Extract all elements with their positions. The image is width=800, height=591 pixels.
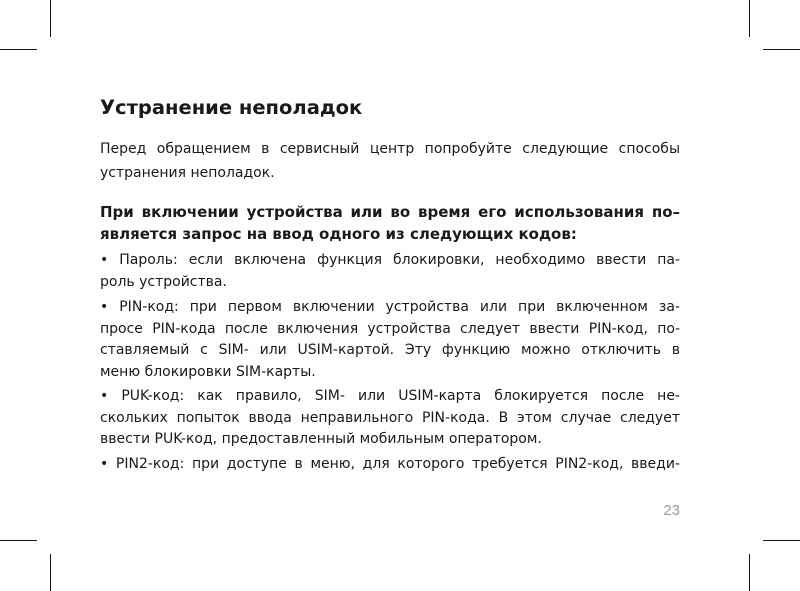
subheading-line-2: является запрос на ввод одного из следующих кодов:: [100, 225, 577, 243]
crop-mark-top-right-vertical: [749, 0, 750, 37]
crop-mark-top-left-vertical: [50, 0, 51, 37]
subheading-line-1: При включении устройства или во время его использования по–: [100, 203, 680, 221]
list-item-pin2-line-1: • PIN2-код: при доступе в меню, для которого требуется PIN2-код, введи-: [100, 456, 680, 472]
page-number: 23: [663, 502, 680, 519]
list-item-pin-line-4: меню блокировки SIM-карты.: [100, 364, 316, 380]
crop-mark-bottom-right-horizontal: [763, 540, 800, 541]
list-item-pin-line-1: • PIN-код: при первом включении устройства или при включенном за-: [100, 299, 680, 315]
crop-mark-bottom-left-vertical: [50, 554, 51, 591]
list-item-pin-line-2: просе PIN-кода после включения устройства следует ввести PIN-код, по-: [100, 321, 680, 337]
crop-mark-top-right-horizontal: [763, 49, 800, 50]
list-item-puk-line-2: скольких попыток ввода неправильного PIN-кода. В этом случае следует: [100, 410, 680, 426]
intro-line-2: устранения неполадок.: [100, 165, 275, 181]
list-item-puk-line-3: ввести PUK-код, предоставленный мобильным оператором.: [100, 431, 542, 447]
crop-mark-bottom-left-horizontal: [0, 540, 37, 541]
list-item-pin-line-3: ставляемый с SIM- или USIM-картой. Эту функцию можно отключить в: [100, 342, 680, 358]
page-title: Устранение неполадок: [100, 96, 363, 119]
crop-mark-bottom-right-vertical: [749, 554, 750, 591]
list-item-password-line-1: • Пароль: если включена функция блокировки, необходимо ввести па-: [100, 252, 680, 268]
crop-mark-top-left-horizontal: [0, 49, 37, 50]
list-item-password-line-2: роль устройства.: [100, 274, 227, 290]
intro-line-1: Перед обращением в сервисный центр попробуйте следующие способы: [100, 141, 680, 157]
list-item-puk-line-1: • PUK-код: как правило, SIM- или USIM-карта блокируется после не-: [100, 388, 680, 404]
document-page: [100, 0, 680, 591]
